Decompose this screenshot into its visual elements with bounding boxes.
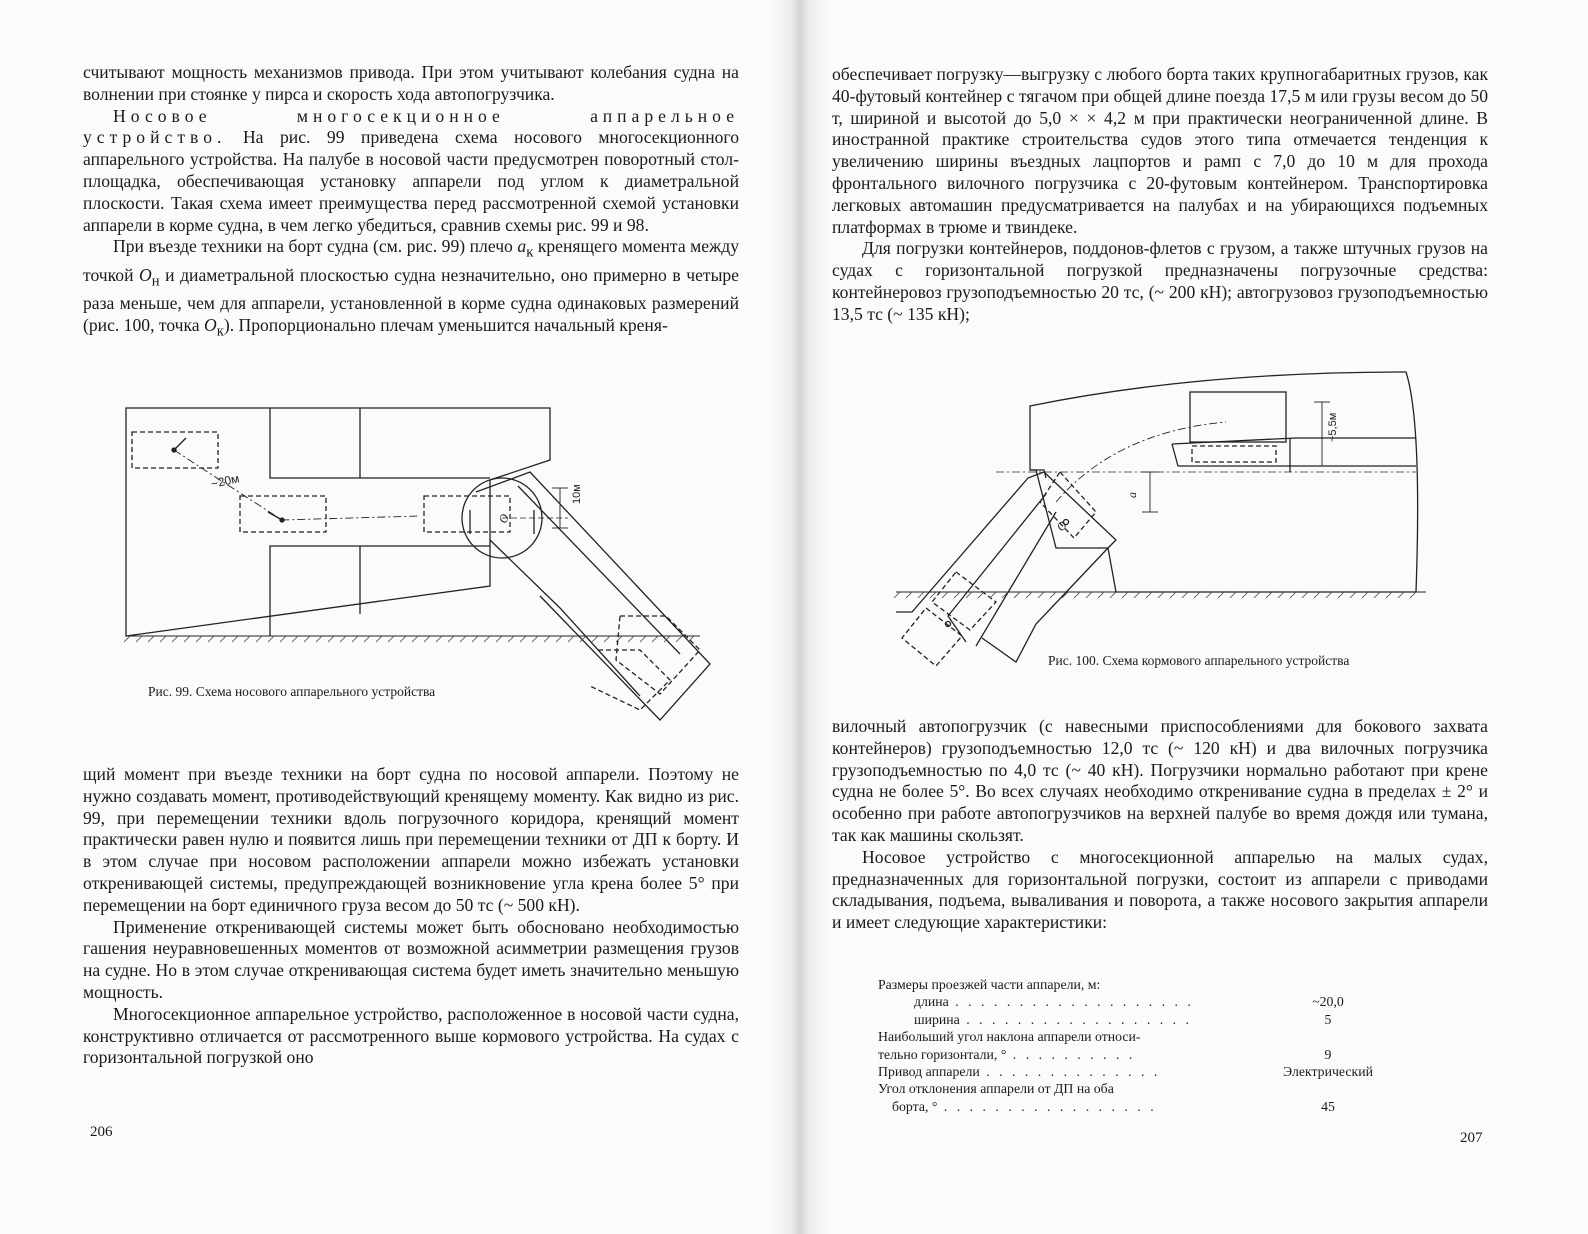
figure-100-stern-ramp-diagram (896, 362, 1456, 672)
left-page (0, 0, 790, 1234)
spec-deflect-value: 45 (1321, 1098, 1335, 1114)
dimension-10m-label: 10м (571, 484, 583, 504)
left-paragraph-2-text: На рис. 99 приведена схема носового многосекционного аппарельного устройства. На палубе в носовой части предусмотрен поворотный стол-площадка, обеспечивающая установку аппарели под углом к диаметральной плоскости. Такая схема имеет преимущества перед рассмотренной схемой установки аппарели в корме судна, в чем легко убедиться, сравнив схемы рис. 99 и 98. (83, 127, 739, 235)
spec-deflect-label-1: Угол отклонения аппарели от ДП на оба (878, 1081, 1114, 1097)
right-text-bottom (832, 716, 1488, 934)
spec-angle-label-1: Наибольший угол наклона аппарели относи- (878, 1029, 1141, 1045)
dimension-5-5m-label: ~5,5м (1327, 412, 1339, 442)
point-ok-label: O (1053, 518, 1070, 534)
spec-angle-label-2: тельно горизонтали, ° (878, 1046, 1007, 1062)
dimension-20m-label: ~20м (209, 471, 241, 491)
spec-row-drive: Привод аппарели . . . . . . . . . . . . . . Электрический (878, 1063, 1418, 1080)
section-heading: Носовое многосекционное аппарельное устройство. (83, 105, 739, 148)
left-paragraph-4: щий момент при въезде техники на борт судна по носовой аппарели. Поэтому не нужно создавать момент, противодействующий кренящему моменту. Как видно из рис. 99, при перемещении техники вдоль погрузочного коридора, кренящий момент практически равен нулю и появится лишь при перемещении техники от ДП к борту. И в этом случае при носовом расположении аппарели можно избежать установки откренивающей системы, предупреждающей возникновение угла крена более 5° при перемещении на борт единичного груза весом до 50 тс (~ 500 кН). (83, 764, 739, 915)
page-number-left: 206 (90, 1124, 113, 1140)
arm-ak-label: a (1125, 492, 1139, 498)
right-text-top (832, 64, 1488, 326)
spec-row-width: ширина . . . . . . . . . . . . . . . . . . 5 (878, 1011, 1418, 1028)
left-text-top (83, 62, 739, 343)
right-paragraph-2: Для погрузки контейнеров, поддонов-флетов с грузом, а также штучных грузов на судах с горизонтальной погрузкой предназначены погрузочные средства: контейнеровоз грузоподъемностью 20 тс, (~ 200 кН); автогрузовоз грузоподъемностью 13,5 тс (~ 135 кН); (832, 238, 1488, 324)
spec-title: Размеры проезжей части аппарели, м: (878, 977, 1101, 992)
spec-row-angle-1 (878, 1028, 1418, 1045)
spec-angle-value: 9 (1324, 1046, 1332, 1062)
right-paragraph-4: Носовое устройство с многосекционной аппарелью на малых судах, предназначенных для горизонтальной погрузки, состоит из аппарели с приводами складывания, подъема, вываливания и поворота, а также носового закрытия аппарели и имеет следующие характеристики: (832, 846, 1488, 933)
figure-99-caption: Рис. 99. Схема носового аппарельного устройства (148, 684, 436, 699)
spec-drive-value: Электрический (1283, 1064, 1373, 1080)
left-paragraph-2 (83, 106, 739, 237)
spec-deflect-label-2: борта, ° (892, 1098, 938, 1114)
spec-width-value: 5 (1324, 1011, 1332, 1027)
left-text-bottom (83, 764, 739, 1069)
spec-title-row (878, 976, 1418, 993)
left-paragraph-1: считывают мощность механизмов привода. При этом учитывают колебания судна на волнении при стоянке у пирса и скорость хода автопогрузчика. (83, 62, 739, 104)
spec-row-length: длина . . . . . . . . . . . . . . . . . . . ~20,0 (878, 993, 1418, 1010)
left-paragraph-6: Многосекционное аппарельное устройство, расположенное в носовой части судна, конструктивно отличается от рассмотренного выше кормового устройства. На судах с горизонтальной погрузкой оно (83, 1003, 739, 1068)
left-paragraph-3: При въезде техники на борт судна (см. рис. 99) плечо $a_к$ кренящего момента между точкой $O_н$ и диаметральной плоскостью судна незначительно, оно примерно в четыре раза меньше, чем для аппарели, установленной в корме судна одинаковых размерений (рис. 100, точка $O_к$). Пропорционально плечам уменьшится начальный креня- (83, 236, 739, 340)
specifications-table (878, 976, 1418, 1115)
spec-length-label: длина (914, 994, 949, 1010)
spec-drive-label: Привод аппарели (878, 1064, 980, 1080)
point-on-label: O (495, 512, 512, 526)
spec-width-label: ширина (914, 1011, 960, 1027)
left-paragraph-5: Применение откренивающей системы может быть обосновано необходимостью гашения неуравновешенных моментов от возможной асимметрии размещения грузов на судне. Но в этом случае откренивающая система будет иметь значительно меньшую мощность. (83, 916, 739, 1002)
right-paragraph-1: обеспечивает погрузку—выгрузку с любого борта таких крупногабаритных грузов, как 40-футовый контейнер с тягачом при общей длине поезда 17,5 м или грузы весом до 50 т, шириной и высотой до 5,0 × × 4,2 м при практически неограниченной длине. В иностранной практике строительства судов этого типа отмечается тенденция к увеличению ширины въездных лацпортов и рамп с 7,0 до 10 м для прохода фронтального вилочного погрузчика с 20-футовым контейнером. Транспортировка легковых автомашин предусматривается на палубах и на убирающихся подъемных платформах в трюме и твиндеке. (832, 64, 1488, 237)
page-number-right: 207 (1460, 1130, 1483, 1146)
figure-100-caption: Рис. 100. Схема кормового аппарельного устройства (1048, 653, 1350, 668)
right-page (800, 0, 1588, 1234)
spec-row-angle-2: тельно горизонтали, ° . . . . . . . . . . 9 (878, 1046, 1418, 1063)
spec-length-value: ~20,0 (1312, 994, 1344, 1010)
spec-row-deflect-1 (878, 1080, 1418, 1097)
right-paragraph-3: вилочный автопогрузчик (с навесными приспособлениями для бокового захвата контейнеров) грузоподъемностью 12,0 тс (~ 120 кН) и два вилочных погрузчика грузоподъемностью по 4,0 тс (~ 40 кН). Погрузчики нормально работают при крене судна не более 5°. Во всех случаях необходимо откренивание судна в пределах ± 2° и особенно при работе автопогрузчиков на верхней палубе во время дождя или тумана, так как машины скользят. (832, 716, 1488, 845)
spec-row-deflect-2: борта, ° . . . . . . . . . . . . . . . . . 45 (878, 1098, 1418, 1115)
figure-99-bow-ramp-diagram (120, 400, 720, 730)
